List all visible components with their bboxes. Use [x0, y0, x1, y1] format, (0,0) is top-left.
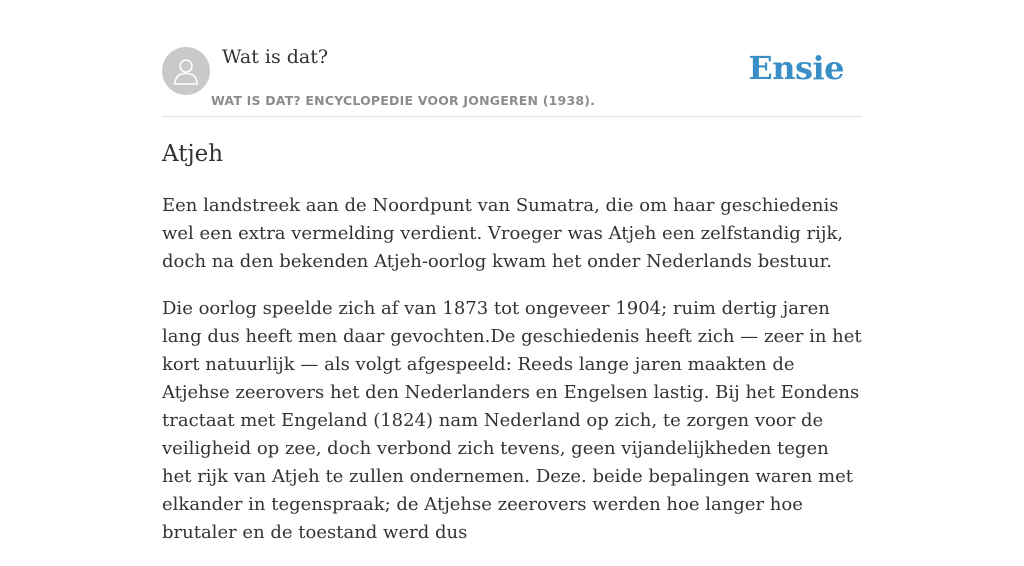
- user-placeholder-icon: [171, 56, 201, 86]
- article-title: Atjeh: [162, 141, 224, 167]
- article-paragraph: Een landstreek aan de Noordpunt van Sumatra, die om haar geschiedenis wel een extra vermelding verdient. Vroeger was Atjeh een zelfstandig rijk, doch na den bekenden Atjeh-oorlog kwam het onder Nederlands bestuur.: [162, 195, 844, 272]
- source-title[interactable]: Wat is dat?: [222, 46, 329, 68]
- brand-logo[interactable]: Ensie: [748, 49, 844, 87]
- source-header: [162, 45, 862, 117]
- source-subtitle[interactable]: WAT IS DAT? ENCYCLOPEDIE VOOR JONGEREN (1938).: [211, 93, 596, 108]
- source-avatar[interactable]: [162, 47, 210, 95]
- article-paragraph: Die oorlog speelde zich af van 1873 tot ongeveer 1904; ruim dertig jaren lang dus heeft men daar gevochten.De geschiedenis heeft zich — zeer in het kort natuurlijk — als volgt afgespeeld: Reeds lange jaren maakten de Atjehse zeerovers het den Nederlanders en Engelsen lastig. Bij het Eondens tractaat met Engeland (1824) nam Nederland op zich, te zorgen voor de veiligheid op zee, doch verbond zich tevens, geen vijandelijkheden tegen het rijk van Atjeh te zullen ondernemen. Deze. beide bepalingen waren met elkander in tegenspraak; de Atjehse zeerovers werden hoe langer hoe brutaler en de toestand werd dus: [162, 298, 862, 543]
- article-content: [162, 136, 862, 566]
